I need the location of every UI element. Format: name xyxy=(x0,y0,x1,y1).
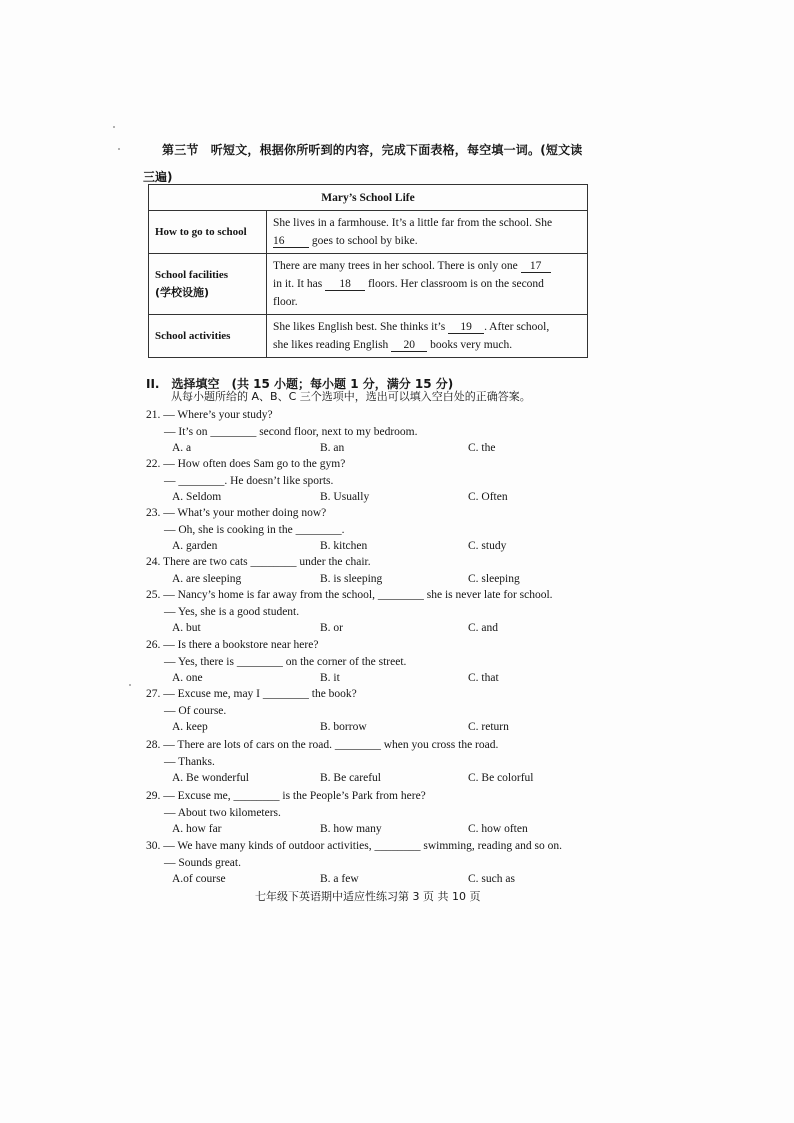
scan-speck xyxy=(113,126,115,128)
question-22 xyxy=(146,456,616,506)
row3-text1: She likes English best. She thinks it’s xyxy=(273,321,446,333)
row2-text3: floors. Her classroom is on the second xyxy=(367,278,544,290)
option-a[interactable]: A. Seldom xyxy=(172,491,222,503)
option-c[interactable]: C. study xyxy=(468,540,507,552)
option-c[interactable]: C. that xyxy=(468,672,499,684)
row2-text4: floor. xyxy=(273,296,298,308)
option-c[interactable]: C. the xyxy=(468,442,496,454)
question-stem: 24. There are two cats ________ under the chair. xyxy=(146,556,371,568)
option-a[interactable]: A. how far xyxy=(172,823,222,835)
option-a[interactable]: A. but xyxy=(172,622,201,634)
options-row xyxy=(146,620,616,637)
option-a[interactable]: A. keep xyxy=(172,721,208,733)
question-29 xyxy=(146,788,616,838)
options-row xyxy=(146,719,616,736)
facilities-label-cn: (学校设施) xyxy=(155,286,210,299)
question-30 xyxy=(146,838,616,888)
question-28 xyxy=(146,737,616,787)
row-content-transport xyxy=(267,211,588,254)
option-c[interactable]: C. sleeping xyxy=(468,572,520,585)
question-stem: 22. — How often does Sam go to the gym? xyxy=(146,458,346,470)
question-stem: 28. — There are lots of cars on the road. ________ when you cross the road. xyxy=(146,739,499,751)
option-c[interactable]: C. Often xyxy=(468,491,508,503)
options-row xyxy=(146,670,616,687)
question-27 xyxy=(146,686,616,736)
question-reply: — It’s on ________ second floor, next to my bedroom. xyxy=(164,425,418,438)
question-reply: — Of course. xyxy=(164,704,227,717)
question-reply: — Yes, she is a good student. xyxy=(164,605,300,618)
options-row xyxy=(146,770,616,787)
section3-heading-cont: 三遍) xyxy=(143,170,173,184)
row3-text2: . After school, xyxy=(484,321,550,333)
question-stem: 25. — Nancy’s home is far away from the school, ________ she is never late for school. xyxy=(146,589,553,601)
blank-20: 20 xyxy=(391,339,427,352)
options-row xyxy=(146,538,616,555)
row-content-facilities xyxy=(267,254,588,315)
options-row xyxy=(146,440,616,457)
row2-text1: There are many trees in her school. There is only one xyxy=(273,260,518,272)
option-b[interactable]: B. how many xyxy=(320,823,382,835)
question-reply: — ________. He doesn’t like sports. xyxy=(164,474,334,487)
question-24 xyxy=(146,554,616,587)
option-b[interactable]: B. Usually xyxy=(320,491,370,503)
blank-19: 19 xyxy=(448,321,484,334)
question-stem: 30. — We have many kinds of outdoor activities, ________ swimming, reading and so on. xyxy=(146,840,562,852)
question-stem: 21. — Where’s your study? xyxy=(146,409,273,421)
option-b[interactable]: B. it xyxy=(320,672,340,684)
option-b[interactable]: B. a few xyxy=(320,873,359,885)
facilities-label: School facilities xyxy=(155,269,229,281)
row-label-transport: How to go to school xyxy=(149,211,267,254)
row2-text2: in it. It has xyxy=(273,278,323,290)
option-c[interactable]: C. and xyxy=(468,622,499,634)
section3-heading: 第三节 听短文，根据你所听到的内容，完成下面表格，每空填一词。(短文读 xyxy=(162,143,583,157)
row-content-activities xyxy=(267,315,588,358)
option-b[interactable]: B. an xyxy=(320,442,345,454)
option-b[interactable]: B. borrow xyxy=(320,721,367,733)
row1-text2: goes to school by bike. xyxy=(311,235,418,247)
scan-speck xyxy=(118,148,120,150)
options-row xyxy=(146,571,616,588)
row-label-activities: School activities xyxy=(149,315,267,358)
option-a[interactable]: A. Be wonderful xyxy=(172,772,249,784)
option-b[interactable]: B. is sleeping xyxy=(320,572,383,585)
question-reply: — Yes, there is ________ on the corner of the street. xyxy=(164,655,407,668)
option-c[interactable]: C. return xyxy=(468,721,509,733)
page-footer: 七年级下英语期中适应性练习第 3 页 共 10 页 xyxy=(255,890,481,903)
option-a[interactable]: A. one xyxy=(172,672,203,684)
option-a[interactable]: A. are sleeping xyxy=(172,572,242,585)
question-23 xyxy=(146,505,616,555)
row-label-facilities xyxy=(149,254,267,315)
option-c[interactable]: C. such as xyxy=(468,873,515,885)
option-b[interactable]: B. kitchen xyxy=(320,540,368,552)
question-stem: 23. — What’s your mother doing now? xyxy=(146,507,327,519)
row3-text4: books very much. xyxy=(430,339,513,351)
question-26 xyxy=(146,637,616,687)
blank-16: 16 xyxy=(273,235,309,248)
scan-speck xyxy=(129,684,131,686)
question-reply: — Thanks. xyxy=(164,755,215,768)
option-b[interactable]: B. or xyxy=(320,622,343,634)
blank-18: 18 xyxy=(325,278,365,291)
options-row xyxy=(146,489,616,506)
row1-text1: She lives in a farmhouse. It’s a little far from the school. She xyxy=(273,217,553,229)
blank-17: 17 xyxy=(521,260,551,273)
table-title: Mary’s School Life xyxy=(149,185,588,211)
row3-text3: she likes reading English xyxy=(273,339,389,351)
options-row xyxy=(146,871,616,888)
question-reply: — Sounds great. xyxy=(164,856,241,869)
part2-heading: II. 选择填空 (共 15 小题；每小题 1 分，满分 15 分) xyxy=(146,377,454,391)
question-25 xyxy=(146,587,616,637)
question-reply: — About two kilometers. xyxy=(164,806,281,819)
question-reply: — Oh, she is cooking in the ________. xyxy=(164,523,345,536)
option-b[interactable]: B. Be careful xyxy=(320,772,381,784)
option-a[interactable]: A. garden xyxy=(172,540,218,552)
option-c[interactable]: C. Be colorful xyxy=(468,772,534,784)
question-21 xyxy=(146,407,616,457)
option-a[interactable]: A.of course xyxy=(172,873,226,885)
question-stem: 29. — Excuse me, ________ is the People’s Park from here? xyxy=(146,790,426,802)
options-row xyxy=(146,821,616,838)
question-stem: 26. — Is there a bookstore near here? xyxy=(146,639,319,651)
question-stem: 27. — Excuse me, may I ________ the book? xyxy=(146,688,357,700)
option-a[interactable]: A. a xyxy=(172,442,192,454)
part2-instruction: 从每小题所给的 A、B、C 三个选项中，选出可以填入空白处的正确答案。 xyxy=(171,390,531,403)
option-c[interactable]: C. how often xyxy=(468,823,528,835)
school-life-table xyxy=(148,184,588,358)
